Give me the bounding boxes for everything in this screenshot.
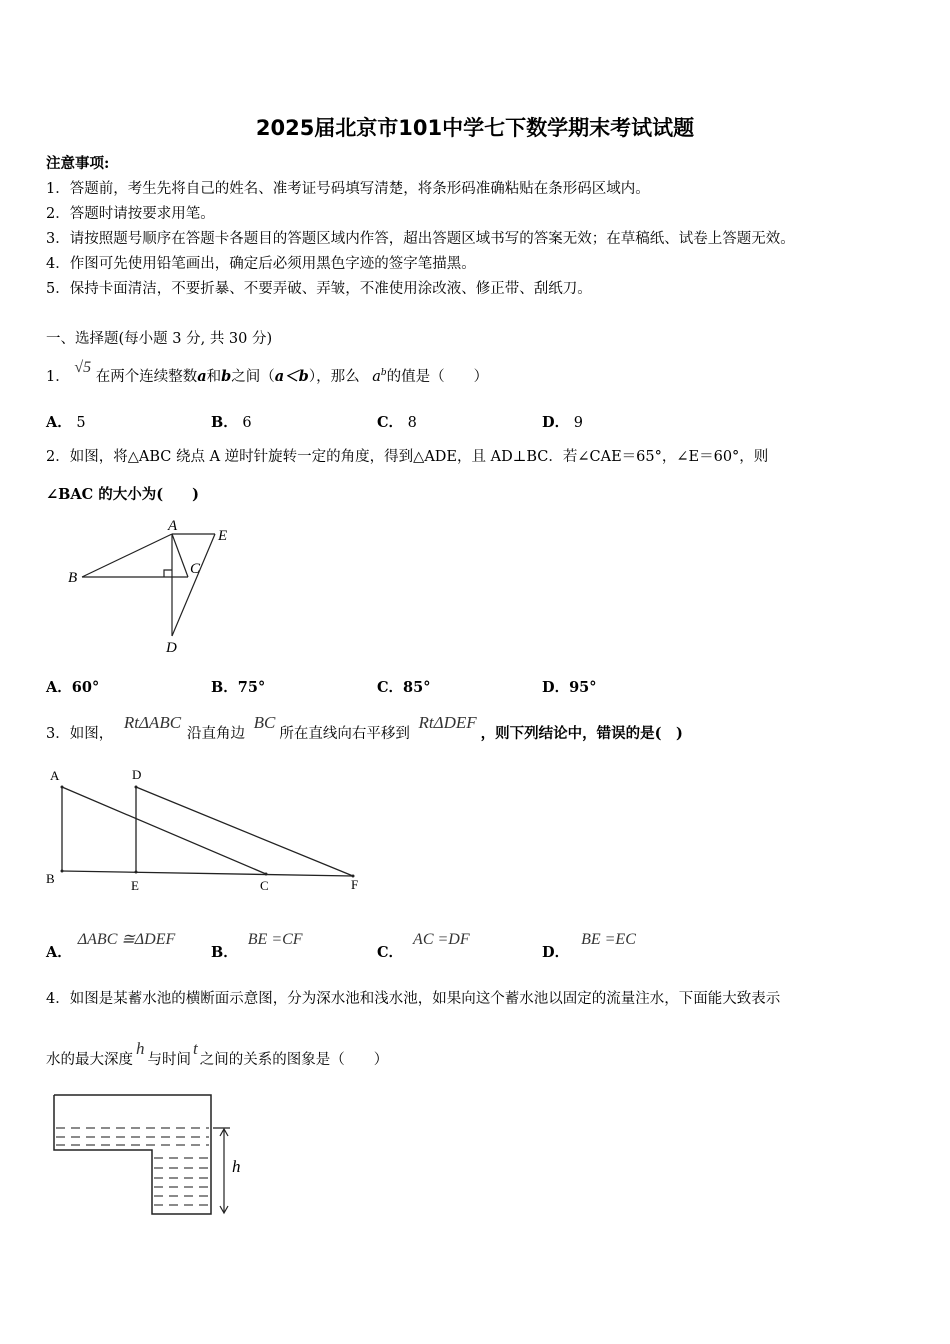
q3-math: BC [253, 713, 276, 732]
label-a: A [50, 768, 60, 783]
q4-var-h: h [136, 1039, 145, 1058]
q2-line2: ∠BAC 的大小为( ) [46, 486, 199, 503]
segment-ac [172, 534, 188, 577]
q4-text: 之间的关系的图象是（ ） [199, 1052, 389, 1068]
q3-line [46, 713, 683, 743]
q1-sqrt: √5 [74, 359, 92, 376]
segment-bf [62, 871, 353, 876]
segment-ac [62, 787, 266, 874]
label-b: B [68, 570, 78, 586]
page-title: 2025届北京市101中学七下数学期末考试试题 [255, 116, 695, 140]
q3-text: ，则下列结论中，错误的是( ) [480, 725, 683, 742]
q1-power-exp: b [380, 368, 387, 379]
q3-option-b[interactable]: B．BE =CF [211, 931, 303, 961]
notice-heading: 注意事项: [46, 155, 110, 172]
notice-item: 5．保持卡面清洁，不要折暴、不要弄破、弄皱，不准使用涂改液、修正带、刮纸刀。 [46, 281, 592, 297]
q2-option-d[interactable]: D．95° [542, 679, 597, 696]
q1-text: 之间（ [231, 369, 275, 385]
notice-item: 2．答题时请按要求用笔。 [46, 206, 215, 222]
q1-power-base: a [372, 369, 381, 385]
segment-df [136, 787, 353, 876]
q4-var-t: t [193, 1039, 198, 1058]
q1-option-a[interactable]: A． 5 [46, 414, 86, 431]
q4-text: 水的最大深度 [46, 1052, 133, 1068]
q2-figure [60, 512, 250, 662]
q3-text: 3．如图， [46, 726, 114, 742]
q3-option-c[interactable]: C．AC =DF [377, 931, 470, 961]
q1-text: 在两个连续整数 [95, 369, 198, 385]
section-heading: 一、选择题(每小题 3 分, 共 30 分) [46, 331, 273, 347]
q1-line [46, 359, 489, 386]
q1-var: b [221, 368, 232, 385]
notice-item: 1．答题前，考生先将自己的姓名、准考证号码填写清楚，将条形码准确粘贴在条形码区域内。 [46, 181, 650, 197]
label-f: F [351, 877, 359, 892]
q4-text: 与时间 [147, 1052, 191, 1068]
q4-line2 [46, 1039, 389, 1069]
q2-option-b[interactable]: B．75° [211, 679, 266, 696]
q1-var: a [197, 368, 207, 385]
q1-option-b[interactable]: B． 6 [211, 414, 252, 431]
q2-option-a[interactable]: A．60° [46, 679, 100, 696]
segment-ba [82, 534, 172, 577]
q1-condition: a＜b [274, 368, 309, 385]
q1-option-c[interactable]: C． 8 [377, 414, 417, 431]
notice-item: 4．作图可先使用铅笔画出，确定后必须用黑色字迹的签字笔描黑。 [46, 256, 476, 272]
label-b: B [46, 871, 55, 886]
label-a: A [168, 518, 178, 534]
label-c: C [190, 561, 201, 577]
q3-text: 沿直角边 [187, 726, 246, 742]
label-d: D [166, 640, 177, 656]
q3-figure [40, 762, 370, 897]
q1-text: 的值是（ ） [386, 369, 489, 385]
label-c: C [260, 878, 269, 893]
q3-text: 所在直线向右平移到 [279, 726, 410, 742]
q4-figure [48, 1090, 258, 1220]
q2-line1: 2．如图，将△ABC 绕点 A 逆时针旋转一定的角度，得到△ADE，且 AD⊥BC．若∠CAE＝65°，∠E＝60°，则 [46, 449, 769, 465]
q1-number: 1． [46, 369, 70, 385]
q1-option-d[interactable]: D． 9 [542, 414, 583, 431]
right-angle-mark [164, 570, 172, 577]
q3-option-a[interactable]: A．ΔABC ≅ΔDEF [46, 931, 176, 961]
label-e: E [218, 528, 228, 544]
q4-line1: 4．如图是某蓄水池的横断面示意图，分为深水池和浅水池，如果向这个蓄水池以固定的流量注水，下面能大致表示 [46, 991, 781, 1007]
label-h: h [232, 1157, 241, 1176]
label-d: D [132, 767, 142, 782]
notice-item: 3．请按照题号顺序在答题卡各题目的答题区域内作答，超出答题区域书写的答案无效；在草稿纸、试卷上答题无效。 [46, 231, 795, 247]
q3-math: RtΔDEF [418, 713, 477, 732]
q2-option-c[interactable]: C．85° [377, 679, 431, 696]
q3-option-d[interactable]: D．BE =EC [542, 931, 636, 961]
q1-text: ），那么 [308, 369, 360, 385]
q3-math: RtΔABC [123, 713, 182, 732]
label-e: E [131, 878, 139, 893]
segment-ed [172, 534, 215, 636]
q1-text: 和 [206, 369, 222, 385]
